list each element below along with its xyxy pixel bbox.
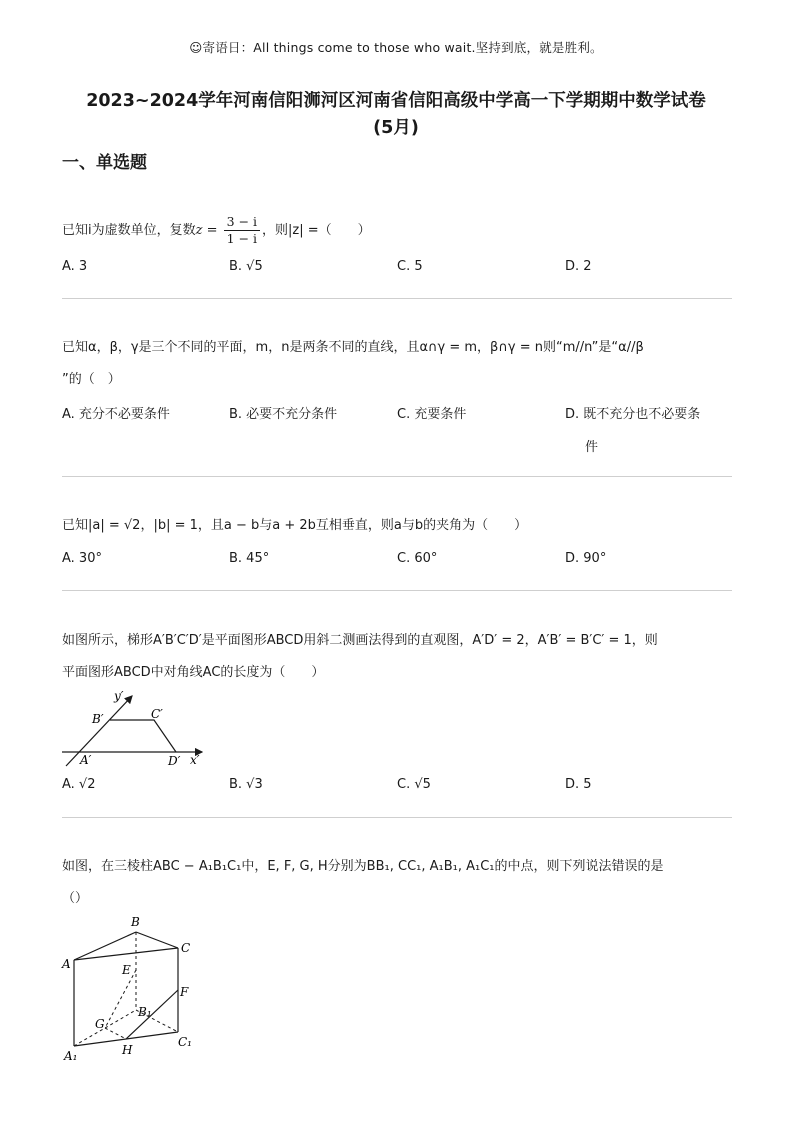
exam-title-line2: (5月) xyxy=(373,118,419,138)
q4-stem-line2: 平面图形ABCD中对角线AC的长度为（ ） xyxy=(62,665,325,680)
q2-stem-line1: 已知α，β，γ是三个不同的平面，m，n是两条不同的直线，且α∩γ = m，β∩γ = n则“m//n”是“α//β xyxy=(62,340,644,355)
label-A1: A₁ xyxy=(64,1049,78,1063)
q5-stem-line1: 如图，在三棱柱ABC − A₁B₁C₁中，E, F, G, H分别为BB₁, CC₁, A₁B₁, A₁C₁的中点，则下列说法错误的是 xyxy=(62,859,664,874)
label-a: A′ xyxy=(80,753,92,767)
q1-stem-pre: 已知i为虚数单位，复数 xyxy=(62,223,196,238)
q1-option-a[interactable]: A. 3 xyxy=(62,259,88,274)
label-H: H xyxy=(122,1043,133,1057)
question-1: 已知i为虚数单位，复数z = $\frac{3 - i}{1 - i}$ ，则|z| =（ ） xyxy=(62,214,371,246)
q1-option-d[interactable]: D. 2 xyxy=(565,259,592,274)
prism-figure xyxy=(58,912,208,1067)
label-F: F xyxy=(180,985,189,999)
q3-option-b[interactable]: B. 45° xyxy=(229,551,270,566)
label-G: G xyxy=(95,1017,105,1031)
label-b: B′ xyxy=(92,712,104,726)
q4-option-c[interactable]: C. √5 xyxy=(397,777,431,792)
q1-z: z xyxy=(195,223,203,238)
motto: ☺寄语日：All things come to those who wait.坚持到底，就是胜利。 xyxy=(189,40,603,55)
q4-option-d[interactable]: D. 5 xyxy=(565,777,592,792)
q3-option-a[interactable]: A. 30° xyxy=(62,551,102,566)
divider xyxy=(62,817,732,818)
q4-stem-line1: 如图所示，梯形A′B′C′D′是平面图形ABCD用斜二测画法得到的直观图，A′D′ = 2，A′B′ = B′C′ = 1，则 xyxy=(62,633,658,648)
q2-option-d-wrap: 件 xyxy=(585,440,599,455)
question-5 xyxy=(62,851,734,915)
label-A: A xyxy=(62,957,71,971)
label-x: x′ xyxy=(190,753,200,767)
q3-option-c[interactable]: C. 60° xyxy=(397,551,438,566)
label-y: y′ xyxy=(114,689,124,703)
q4-option-a[interactable]: A. √2 xyxy=(62,777,96,792)
label-B1: B₁ xyxy=(138,1005,152,1019)
label-C1: C₁ xyxy=(178,1035,192,1049)
q4-option-b[interactable]: B. √3 xyxy=(229,777,263,792)
divider xyxy=(62,476,732,477)
q3-option-d[interactable]: D. 90° xyxy=(565,551,607,566)
q1-stem-post: ，则|z| =（ ） xyxy=(262,223,371,238)
label-E: E xyxy=(122,963,131,977)
label-C: C xyxy=(181,941,191,955)
q2-option-d[interactable]: D. 既不充分也不必要条 xyxy=(565,407,701,422)
label-c: C′ xyxy=(151,707,163,721)
q1-fraction: $\frac{3 - i}{1 - i}$ xyxy=(224,214,260,247)
label-B: B xyxy=(131,915,140,929)
label-d: D′ xyxy=(168,754,181,768)
q1-option-c[interactable]: C. 5 xyxy=(397,259,423,274)
section-heading: 一、单选题 xyxy=(62,153,147,173)
trapezoid-figure xyxy=(60,688,210,770)
q2-option-c[interactable]: C. 充要条件 xyxy=(397,407,467,422)
question-2 xyxy=(62,332,734,396)
q1-option-b[interactable]: B. √5 xyxy=(229,259,263,274)
exam-title xyxy=(0,88,792,142)
question-4 xyxy=(62,625,734,689)
q2-option-a[interactable]: A. 充分不必要条件 xyxy=(62,407,170,422)
question-3: 已知|a| = √2，|b| = 1，且a − b与a + 2b互相垂直，则a与b的夹角为（ ） xyxy=(62,518,528,533)
q2-option-b[interactable]: B. 必要不充分条件 xyxy=(229,407,338,422)
q5-stem-line2: （） xyxy=(62,891,89,906)
q2-stem-line2: ”的（ ） xyxy=(62,372,121,387)
divider xyxy=(62,590,732,591)
y-axis xyxy=(66,696,132,766)
divider xyxy=(62,298,732,299)
trapezoid-edges xyxy=(110,720,176,752)
exam-title-line1: 2023~2024学年河南信阳浉河区河南省信阳高级中学高一下学期期中数学试卷 xyxy=(86,91,706,111)
